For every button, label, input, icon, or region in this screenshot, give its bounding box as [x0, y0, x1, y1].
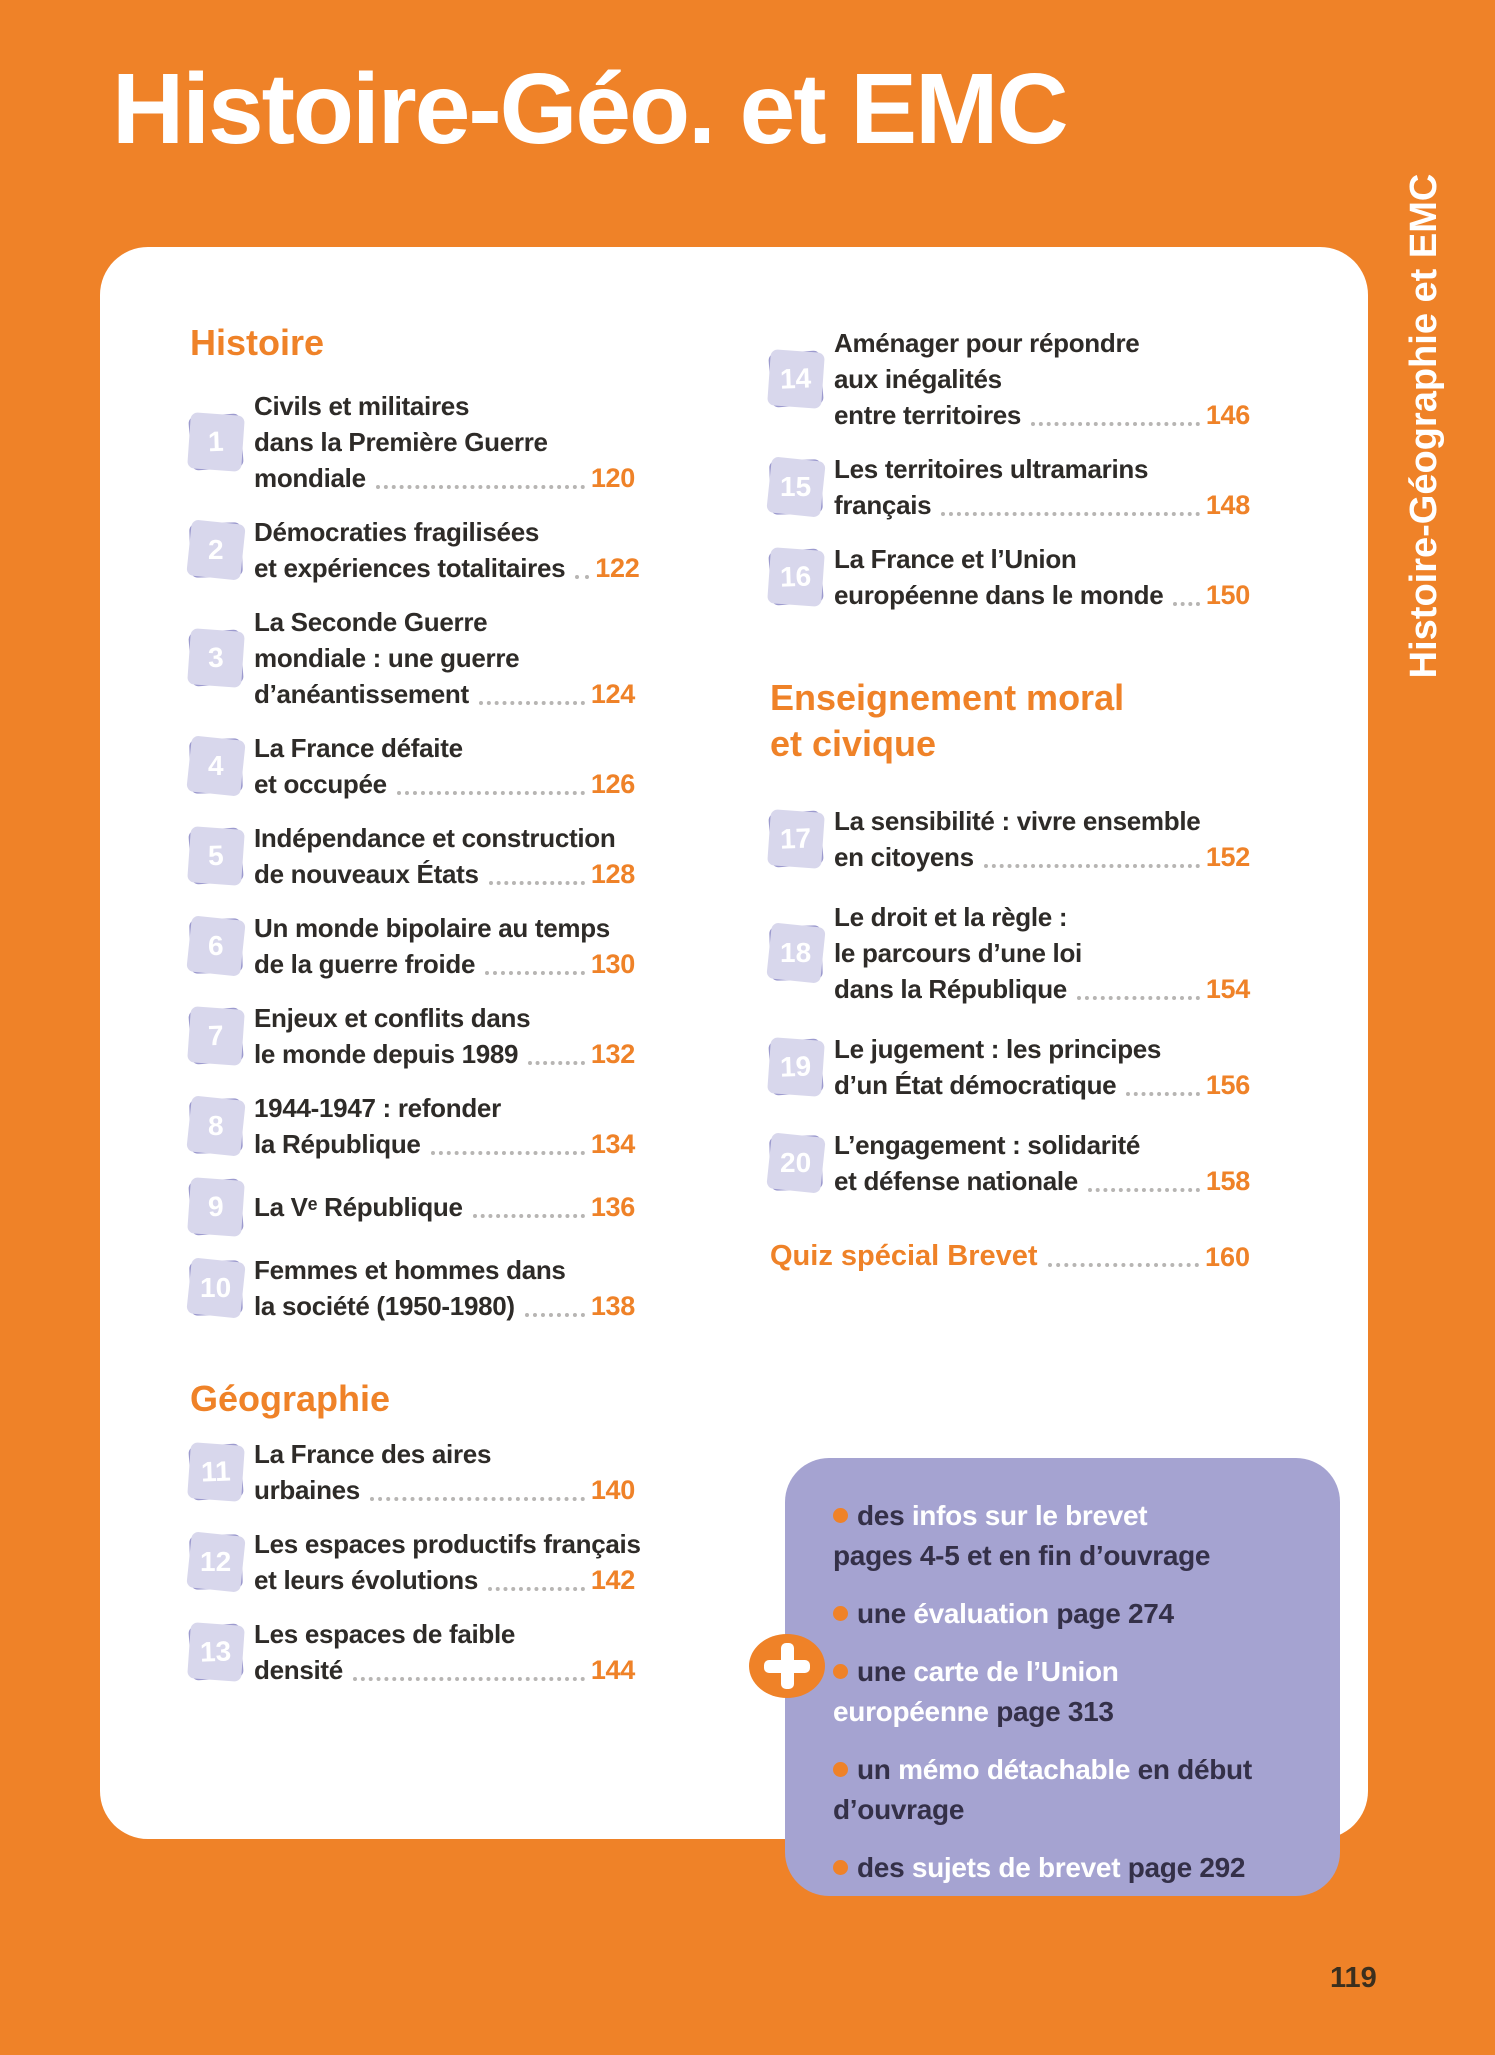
section-heading-histoire: Histoire	[190, 322, 325, 363]
entry-title-line: La France et l’Union	[834, 544, 1077, 574]
extras-text-segment: infos sur le brevet	[911, 1500, 1148, 1531]
extras-text-segment: carte de l’Union	[913, 1656, 1119, 1687]
entry-title-line: et défense nationale	[834, 1166, 1078, 1196]
extras-text-segment: en début	[1130, 1754, 1252, 1785]
dotted-leader	[1173, 602, 1199, 606]
entry-title-line: Les espaces productifs français	[254, 1529, 641, 1559]
entry-page-number: 122	[595, 553, 640, 583]
entry-page-number: 130	[590, 949, 635, 979]
chapter-number: 20	[780, 1147, 812, 1178]
chapter-number-badge	[188, 1623, 244, 1680]
dotted-leader	[485, 971, 585, 975]
chapter-number-badge	[768, 1038, 824, 1095]
entry-page-number: 128	[590, 859, 635, 889]
entry-page-number: 140	[590, 1475, 635, 1505]
chapter-number-badge	[189, 1098, 243, 1154]
left-column	[190, 320, 641, 1706]
toc-entry[interactable]	[190, 1000, 635, 1072]
chapter-number: 1	[207, 425, 225, 458]
chapter-number-badge	[188, 1178, 244, 1235]
entry-title-line: mondiale	[254, 463, 366, 493]
dotted-leader	[488, 1587, 585, 1591]
extras-text-segment: sujets de brevet	[911, 1852, 1121, 1883]
entry-page-number: 152	[1205, 842, 1250, 872]
plus-icon	[749, 1634, 825, 1698]
entry-title-line: La Vᵉ République	[254, 1192, 463, 1222]
extras-item-line	[833, 1790, 1312, 1830]
chapter-number-badge	[769, 459, 823, 515]
extras-item-line	[833, 1652, 1312, 1692]
chapter-number-badge	[189, 522, 243, 578]
toc-entry[interactable]	[770, 803, 1250, 875]
toc-entry[interactable]	[190, 730, 635, 802]
extras-item-line	[833, 1536, 1312, 1576]
toc-entry[interactable]	[190, 1436, 635, 1508]
dotted-leader	[525, 1313, 585, 1317]
entry-title-line: mondiale : une guerre	[254, 643, 520, 673]
extras-text-segment: une	[857, 1598, 914, 1629]
dotted-leader	[941, 512, 1200, 516]
entry-page-number: 150	[1205, 580, 1250, 610]
entry-title-line: Les espaces de faible	[254, 1619, 516, 1649]
extras-item-list	[833, 1496, 1312, 1888]
toc-entry[interactable]	[770, 1031, 1250, 1103]
entry-title-line: Démocraties fragilisées	[254, 517, 540, 547]
side-tab-label: Histoire-Géographie et EMC	[1403, 173, 1445, 679]
dotted-leader	[353, 1677, 585, 1681]
dotted-leader	[479, 701, 585, 705]
entry-title-line: de nouveaux États	[254, 859, 479, 889]
chapter-number-badge	[188, 827, 244, 884]
dotted-leader	[489, 881, 585, 885]
dotted-leader	[473, 1214, 585, 1218]
entry-title-line: dans la République	[834, 974, 1067, 1004]
entry-title-line: 1944-1947 : refonder	[254, 1093, 501, 1123]
entry-page-number: 148	[1205, 490, 1250, 520]
entry-page-number: 146	[1205, 400, 1250, 430]
dotted-leader	[431, 1151, 585, 1155]
entry-title-line: La Seconde Guerre	[254, 607, 488, 637]
chapter-number: 16	[779, 560, 813, 593]
page-number: 119	[1330, 1962, 1377, 1994]
chapter-number: 19	[779, 1050, 813, 1083]
dotted-leader	[1077, 996, 1200, 1000]
chapter-number-badge	[189, 738, 243, 794]
entry-title-line: d’un État démocratique	[834, 1070, 1117, 1100]
chapter-number-badge	[189, 918, 243, 974]
entry-title-line: La France des aires	[254, 1439, 492, 1469]
entry-title-line: Un monde bipolaire au temps	[254, 913, 610, 943]
entry-title-line: et expériences totalitaires	[254, 553, 566, 583]
entry-page-number: 136	[590, 1192, 635, 1222]
extras-item-line	[833, 1848, 1312, 1888]
section-heading-geographie: Géographie	[190, 1378, 391, 1419]
dotted-leader	[1048, 1263, 1199, 1267]
dotted-leader	[528, 1061, 585, 1065]
chapter-number: 17	[779, 822, 813, 855]
toc-entry[interactable]	[190, 1616, 635, 1688]
section-heading-emc	[770, 675, 1250, 767]
dotted-leader	[575, 575, 589, 579]
entry-title-line: le parcours d’une loi	[834, 938, 1082, 968]
emc-heading-line-2: et civique	[770, 723, 937, 764]
dotted-leader	[984, 864, 1200, 868]
toc-entry[interactable]	[770, 899, 1250, 1007]
entry-title-line: d’anéantissement	[254, 679, 469, 709]
toc-entry[interactable]	[190, 1252, 635, 1324]
entry-title-line: la République	[254, 1129, 421, 1159]
extras-text-segment: des	[857, 1852, 912, 1883]
chapter-number-badge	[188, 413, 244, 470]
entry-page-number: 156	[1205, 1070, 1250, 1100]
entry-title-line: Enjeux et conflits dans	[254, 1003, 531, 1033]
chapter-number-badge	[768, 350, 824, 407]
entry-title-line: urbaines	[254, 1475, 360, 1505]
entry-title-line: et occupée	[254, 769, 387, 799]
entry-title-line: L’engagement : solidarité	[834, 1130, 1141, 1160]
entry-title-line: Civils et militaires	[254, 391, 470, 421]
emc-heading-line-1: Enseignement moral	[770, 677, 1125, 718]
toc-entry[interactable]	[190, 820, 635, 892]
quiz-special-brevet-link[interactable]	[770, 1237, 1250, 1275]
extras-text-segment: page 292	[1120, 1852, 1246, 1883]
toc-entry[interactable]	[770, 325, 1250, 433]
toc-entry[interactable]	[770, 541, 1250, 613]
quiz-page-number: 160	[1204, 1242, 1250, 1272]
extras-item-line	[833, 1496, 1312, 1536]
entry-page-number: 134	[590, 1129, 635, 1159]
toc-entry[interactable]	[190, 1180, 635, 1234]
chapter-number: 7	[207, 1019, 225, 1052]
entry-title-line: aux inégalités	[834, 364, 1002, 394]
entry-page-number: 144	[590, 1655, 635, 1685]
extras-text-segment: un	[857, 1754, 899, 1785]
extras-item	[833, 1750, 1312, 1830]
geographie-entry-list	[190, 1436, 641, 1688]
chapter-number: 3	[207, 641, 225, 674]
extras-text-segment: d’ouvrage	[833, 1794, 965, 1825]
extras-text-segment: mémo détachable	[898, 1754, 1131, 1785]
chapter-number: 6	[208, 930, 224, 962]
chapter-number: 2	[208, 534, 224, 566]
chapter-number-badge	[189, 1260, 243, 1316]
entry-page-number: 138	[590, 1291, 635, 1321]
bullet-dot-icon	[833, 1508, 848, 1523]
entry-page-number: 142	[590, 1565, 635, 1595]
dotted-leader	[1088, 1188, 1200, 1192]
toc-entry[interactable]	[190, 1526, 641, 1598]
dotted-leader	[376, 485, 585, 489]
toc-entry[interactable]	[190, 514, 640, 586]
chapter-number-badge	[188, 1007, 244, 1064]
chapter-number: 12	[200, 1546, 232, 1577]
toc-entry[interactable]	[190, 388, 635, 496]
chapter-number: 5	[207, 839, 225, 872]
geographie-suite-entry-list	[770, 325, 1250, 613]
quiz-label: Quiz spécial Brevet	[770, 1240, 1038, 1272]
dotted-leader	[1126, 1092, 1200, 1096]
emc-entry-list	[770, 803, 1250, 1199]
chapter-number-badge	[768, 810, 824, 867]
extras-item	[833, 1652, 1312, 1732]
chapter-number: 13	[199, 1635, 233, 1668]
bullet-dot-icon	[833, 1762, 848, 1777]
chapter-number: 4	[208, 750, 224, 782]
entry-page-number: 120	[590, 463, 635, 493]
extras-box	[785, 1458, 1340, 1896]
entry-page-number: 154	[1205, 974, 1250, 1004]
extras-text-segment: page 313	[988, 1696, 1114, 1727]
entry-title-line: Femmes et hommes dans	[254, 1255, 566, 1285]
chapter-number-badge	[188, 629, 244, 686]
chapter-number: 15	[780, 471, 812, 502]
extras-text-segment: page 274	[1048, 1598, 1174, 1629]
extras-item	[833, 1496, 1312, 1576]
chapter-number: 14	[779, 362, 813, 395]
bullet-dot-icon	[833, 1664, 848, 1679]
chapter-number-badge	[188, 1443, 244, 1500]
chapter-number: 11	[200, 1455, 232, 1488]
entry-title-line: densité	[254, 1655, 343, 1685]
dotted-leader	[1031, 422, 1200, 426]
chapter-number-badge	[768, 548, 824, 605]
chapter-number: 10	[200, 1272, 232, 1303]
entry-title-line: le monde depuis 1989	[254, 1039, 519, 1069]
bullet-dot-icon	[833, 1860, 848, 1875]
entry-page-number: 126	[590, 769, 635, 799]
extras-item	[833, 1848, 1312, 1888]
entry-title-line: la société (1950-1980)	[254, 1291, 515, 1321]
right-column	[770, 325, 1250, 1275]
chapter-number-badge	[769, 1135, 823, 1191]
toc-entry[interactable]	[770, 451, 1250, 523]
entry-title-line: entre territoires	[834, 400, 1022, 430]
extras-item-line	[833, 1692, 1312, 1732]
entry-title-line: en citoyens	[834, 842, 974, 872]
extras-text-segment: évaluation	[913, 1598, 1049, 1629]
chapter-number-badge	[189, 1534, 243, 1590]
bullet-dot-icon	[833, 1606, 848, 1621]
entry-title-line: Indépendance et construction	[254, 823, 616, 853]
toc-entry[interactable]	[190, 910, 635, 982]
entry-title-line: Le droit et la règle :	[834, 902, 1068, 932]
extras-item-line	[833, 1594, 1312, 1634]
extras-item-line	[833, 1750, 1312, 1790]
chapter-number-badge	[769, 925, 823, 981]
extras-item	[833, 1594, 1312, 1634]
entry-page-number: 132	[590, 1039, 635, 1069]
dotted-leader	[397, 791, 585, 795]
entry-title-line: Le jugement : les principes	[834, 1034, 1162, 1064]
histoire-entry-list	[190, 388, 640, 1324]
entry-title-line: et leurs évolutions	[254, 1565, 479, 1595]
entry-title-line: Les territoires ultramarins	[834, 454, 1149, 484]
chapter-number: 9	[207, 1190, 225, 1223]
chapter-number: 18	[780, 937, 812, 968]
entry-title-line: La sensibilité : vivre ensemble	[834, 806, 1201, 836]
chapter-number: 8	[208, 1110, 224, 1142]
extras-text-segment: une	[857, 1656, 914, 1687]
entry-title-line: européenne dans le monde	[834, 580, 1164, 610]
page-title: Histoire-Géo. et EMC	[112, 53, 1067, 165]
entry-page-number: 158	[1205, 1166, 1250, 1196]
toc-entry[interactable]	[190, 604, 635, 712]
extras-text-segment: pages 4-5 et en fin d’ouvrage	[833, 1540, 1211, 1571]
entry-title-line: français	[834, 490, 932, 520]
entry-title-line: La France défaite	[254, 733, 463, 763]
entry-title-line: dans la Première Guerre	[254, 427, 548, 457]
dotted-leader	[370, 1497, 585, 1501]
toc-entry[interactable]	[770, 1127, 1250, 1199]
entry-title-line: Aménager pour répondre	[834, 328, 1140, 358]
toc-entry[interactable]	[190, 1090, 635, 1162]
extras-text-segment: des	[857, 1500, 912, 1531]
entry-page-number: 124	[590, 679, 635, 709]
entry-title-line: de la guerre froide	[254, 949, 476, 979]
extras-text-segment: européenne	[833, 1696, 989, 1727]
